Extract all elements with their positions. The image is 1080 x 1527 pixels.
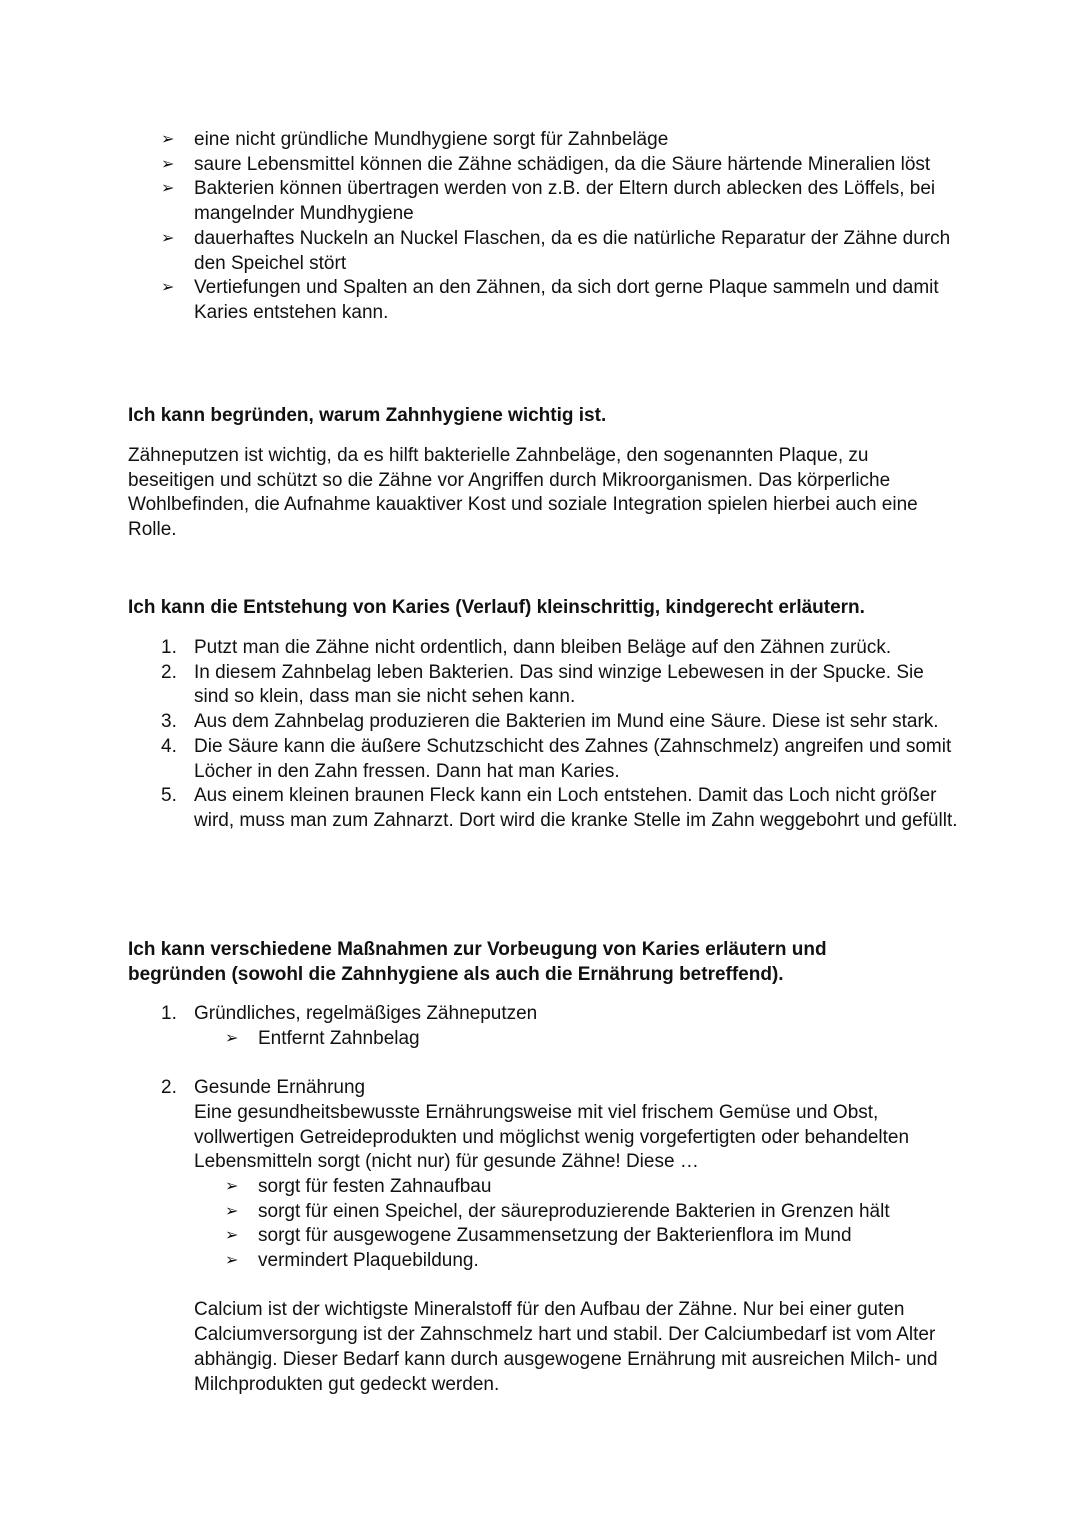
arrow-bullet-icon: ➢ bbox=[161, 279, 175, 297]
list-item: ➢ eine nicht gründliche Mundhygiene sorgt für Zahnbeläge bbox=[128, 128, 959, 153]
list-item: ➢ Vertiefungen und Spalten an den Zähnen, da sich dort gerne Plaque sammeln und damit Karies entstehen kann. bbox=[161, 277, 939, 323]
sub-list-item: ➢ sorgt für festen Zahnaufbau bbox=[128, 1175, 959, 1200]
arrow-bullet-icon: ➢ bbox=[161, 131, 175, 148]
list-item-text: Eine gesundheitsbewusste Ernährungsweise mit viel frischem Gemüse und Obst, vollwertigen Getreideprodukten und möglichst wenig vorgefertigten oder behandelten Lebensmitteln sorgt (nicht nur) für gesunde Zähne! Diese … bbox=[194, 1101, 910, 1173]
list-item: 2. In diesem Zahnbelag leben Bakterien. Das sind winzige Lebewesen in der Spucke. Sie sind so klein, dass man sie nicht sehen kann. bbox=[161, 661, 924, 708]
list-item: 1. Putzt man die Zähne nicht ordentlich, dann bleiben Beläge auf den Zähnen zurück. bbox=[161, 637, 892, 658]
list-item: 4. Die Säure kann die äußere Schutzschicht des Zahnes (Zahnschmelz) angreifen und somit Löcher in den Zahn fressen. Dann hat man Karies. bbox=[161, 735, 952, 782]
section-paragraph: Zähneputzen ist wichtig, da es hilft bakterielle Zahnbeläge, den sogenannten Plaque, zu beseitigen und schützt so die Zähne vor Angriffen durch Mikroorganismen. Das körperliche Wohlbefinden, die Aufnahme kauaktiver Kost und soziale Integration spielen hierbei auch eine Rolle. bbox=[128, 445, 918, 541]
arrow-bullet-icon: ➢ bbox=[225, 1029, 239, 1047]
sub-list-item: ➢ vermindert Plaquebildung. bbox=[128, 1249, 959, 1274]
arrow-bullet-icon: ➢ bbox=[225, 1177, 239, 1195]
list-item: 1. Gründliches, regelmäßiges Zähneputzen bbox=[161, 1003, 538, 1024]
sub-list-item: ➢ sorgt für ausgewogene Zusammensetzung der Bakterienflora im Mund bbox=[128, 1224, 959, 1249]
list-item: 3. Aus dem Zahnbelag produzieren die Bakterien im Mund eine Säure. Diese ist sehr stark. bbox=[161, 711, 939, 733]
arrow-bullet-icon: ➢ bbox=[161, 229, 175, 247]
list-item: 2. Gesunde Ernährung bbox=[161, 1077, 366, 1099]
calcium-paragraph: Calcium ist der wichtigste Mineralstoff für den Aufbau der Zähne. Nur bei einer guten Calciumversorgung ist der Zahnschmelz hart und stabil. Der Calciumbedarf ist vom Alter abhängig. Dieser Bedarf kann durch ausgewogene Ernährung mit ausreichen Milch- und Milchprodukten gut gedeckt werden. bbox=[194, 1299, 938, 1395]
numbered-list bbox=[128, 636, 959, 834]
arrow-bullet-icon: ➢ bbox=[225, 1227, 239, 1245]
list-item: ➢ dauerhaftes Nuckeln an Nuckel Flaschen, da es die natürliche Reparatur der Zähne durch den Speichel stört bbox=[161, 227, 951, 274]
list-item: 5. Aus einem kleinen braunen Fleck kann ein Loch entstehen. Damit das Loch nicht größer wird, muss man zum Zahnarzt. Dort wird die kranke Stelle im Zahn weggebohrt und gefüllt. bbox=[161, 785, 958, 831]
prevention-list bbox=[128, 1002, 959, 1397]
section-heading: Ich kann die Entstehung von Karies (Verlauf) kleinschrittig, kindgerecht erläutern. bbox=[128, 597, 865, 618]
arrow-bullet-icon: ➢ bbox=[225, 1202, 239, 1220]
list-item: ➢ saure Lebensmittel können die Zähne schädigen, da die Säure härtende Mineralien löst bbox=[128, 153, 959, 178]
section-heading: Ich kann begründen, warum Zahnhygiene wichtig ist. bbox=[128, 405, 607, 426]
arrow-bullet-icon: ➢ bbox=[161, 155, 175, 173]
arrow-bullet-icon: ➢ bbox=[225, 1252, 239, 1270]
section-heading: Ich kann verschiedene Maßnahmen zur Vorbeugung von Karies erläutern und begründen (sowohl die Zahnhygiene als auch die Ernährung betreffend). bbox=[128, 939, 827, 985]
sub-list-item: ➢ sorgt für einen Speichel, der säureproduzierende Bakterien in Grenzen hält bbox=[128, 1200, 959, 1225]
intro-bullet-list bbox=[128, 128, 959, 326]
list-item: ➢ Bakterien können übertragen werden von z.B. der Eltern durch ablecken des Löffels, bei mangelnder Mundhygiene bbox=[161, 178, 936, 225]
arrow-bullet-icon: ➢ bbox=[161, 180, 175, 198]
sub-list-item: ➢ Entfernt Zahnbelag bbox=[128, 1027, 959, 1052]
